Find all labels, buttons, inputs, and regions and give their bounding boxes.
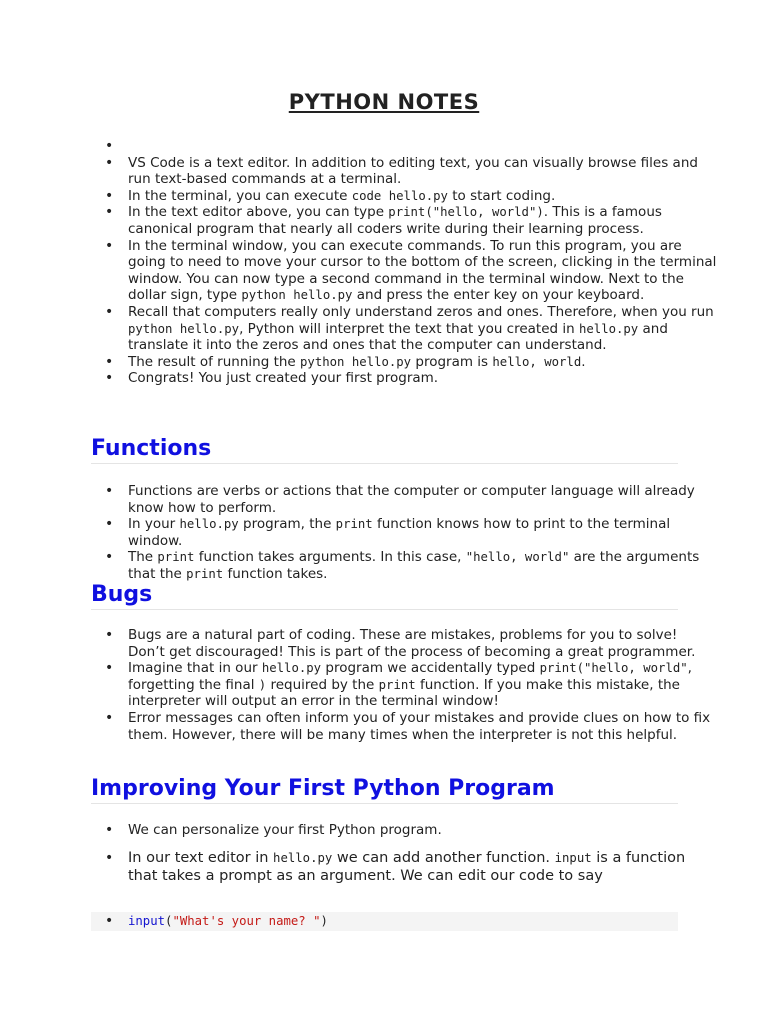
code-close-paren: )	[320, 914, 328, 928]
list-item	[128, 138, 718, 155]
text-run: function takes arguments. In this case,	[194, 549, 466, 566]
inline-code: hello.py	[578, 321, 639, 336]
inline-code: hello.py	[273, 850, 333, 865]
list-item	[128, 304, 718, 354]
text-run: Congrats! You just created your first program.	[128, 370, 439, 387]
inline-code: print	[378, 677, 416, 692]
text-run: . This is a famous canonical program that nearly all coders write during their learning process.	[128, 204, 662, 237]
text-run: Recall that computers really only understand zeros and ones. Therefore, when you run	[128, 303, 714, 320]
text-run: , forgetting the final	[128, 660, 692, 693]
list-item	[128, 188, 718, 205]
code-example-line	[91, 912, 678, 931]
list-item	[128, 549, 718, 582]
improving-divider	[91, 803, 678, 804]
list-item	[128, 483, 718, 516]
list-item	[128, 849, 718, 885]
text-run: Functions are verbs or actions that the computer or computer language will already know how to perform.	[128, 483, 695, 516]
text-run: and translate it into the zeros and ones that the computer can understand.	[128, 320, 668, 354]
list-item	[128, 516, 718, 549]
inline-code: print	[335, 517, 373, 532]
text-run: and press the enter key on your keyboard.	[352, 287, 645, 304]
list-item	[128, 660, 718, 710]
inline-code: hello.py	[179, 517, 239, 532]
text-run: , Python will interpret the text that you created in	[239, 320, 579, 337]
inline-code: python hello.py	[241, 288, 353, 303]
inline-code: print("hello, world")	[388, 205, 544, 220]
functions-divider	[91, 463, 678, 464]
code-open-paren: (	[165, 914, 173, 928]
text-run: program, the	[238, 516, 336, 533]
list-item	[128, 710, 718, 743]
bugs-divider	[91, 609, 678, 610]
list-item	[128, 238, 718, 304]
text-run: In the terminal, you can execute	[128, 187, 352, 204]
inline-code: print	[186, 566, 224, 581]
code-example	[128, 912, 328, 931]
list-item	[128, 155, 718, 188]
text-run: VS Code is a text editor. In addition to editing text, you can visually browse files and run text-based commands at a terminal.	[128, 154, 698, 188]
inline-code: print	[157, 550, 195, 565]
intro-list	[91, 138, 718, 387]
text-run: function takes.	[223, 565, 328, 582]
inline-code: code hello.py	[351, 188, 448, 203]
inline-code: )	[258, 677, 267, 692]
text-run: In the text editor above, you can type	[128, 204, 389, 221]
text-run: In our text editor in	[128, 849, 274, 866]
text-run: In your	[128, 516, 180, 533]
text-run: Imagine that in our	[128, 660, 262, 677]
text-run: required by the	[266, 676, 379, 693]
inline-code: input	[554, 850, 592, 865]
text-run: Error messages can often inform you of your mistakes and provide clues on how to fix them. However, there will be many times when the interpreter is not this helpful.	[128, 709, 711, 743]
improving-list	[91, 822, 718, 885]
text-run: The	[128, 549, 158, 566]
code-string: "What's your name? "	[172, 914, 321, 928]
bugs-heading: Bugs	[91, 582, 153, 607]
inline-code: print("hello, world"	[539, 661, 688, 676]
list-item	[128, 204, 718, 237]
text-run: We can personalize your first Python program.	[128, 822, 442, 838]
inline-code: "hello, world"	[465, 550, 570, 565]
bugs-list	[91, 627, 718, 743]
text-run: we can add another function.	[332, 849, 555, 866]
functions-heading: Functions	[91, 436, 212, 461]
improving-heading: Improving Your First Python Program	[91, 776, 555, 801]
text-run: .	[581, 353, 586, 370]
page-title: PYTHON NOTES	[288, 90, 480, 114]
text-run: program we accidentally typed	[321, 660, 540, 677]
inline-code: python hello.py	[128, 321, 240, 336]
text-run: The result of running the	[128, 353, 301, 370]
text-run: is a function that takes a prompt as an argument. We can edit our code to say	[128, 849, 686, 884]
inline-code: python hello.py	[300, 354, 412, 369]
code-example-bullet: •	[105, 913, 114, 929]
inline-code: hello.py	[261, 661, 322, 676]
text-run: are the arguments that the	[128, 549, 700, 582]
text-run: to start coding.	[447, 187, 556, 204]
list-item	[128, 627, 718, 660]
text-run: Bugs are a natural part of coding. These are mistakes, problems for you to solve! Don’t get discouraged! This is part of the process of becoming a great programmer.	[128, 627, 696, 660]
code-keyword: input	[128, 914, 166, 928]
text-run: function knows how to print to the terminal window.	[128, 516, 671, 549]
list-item	[128, 370, 718, 387]
list-item	[128, 822, 718, 839]
text-run: In the terminal window, you can execute commands. To run this program, you are going to need to move your cursor to the bottom of the screen, clicking in the terminal window. You can now type a second command in the terminal window. Next to the dollar sign, type	[128, 237, 717, 304]
list-item	[128, 354, 718, 371]
inline-code: hello, world	[492, 354, 582, 369]
functions-list	[91, 483, 718, 583]
text-run: program is	[411, 353, 493, 370]
text-run: function. If you make this mistake, the interpreter will output an error in the terminal window!	[128, 676, 680, 710]
